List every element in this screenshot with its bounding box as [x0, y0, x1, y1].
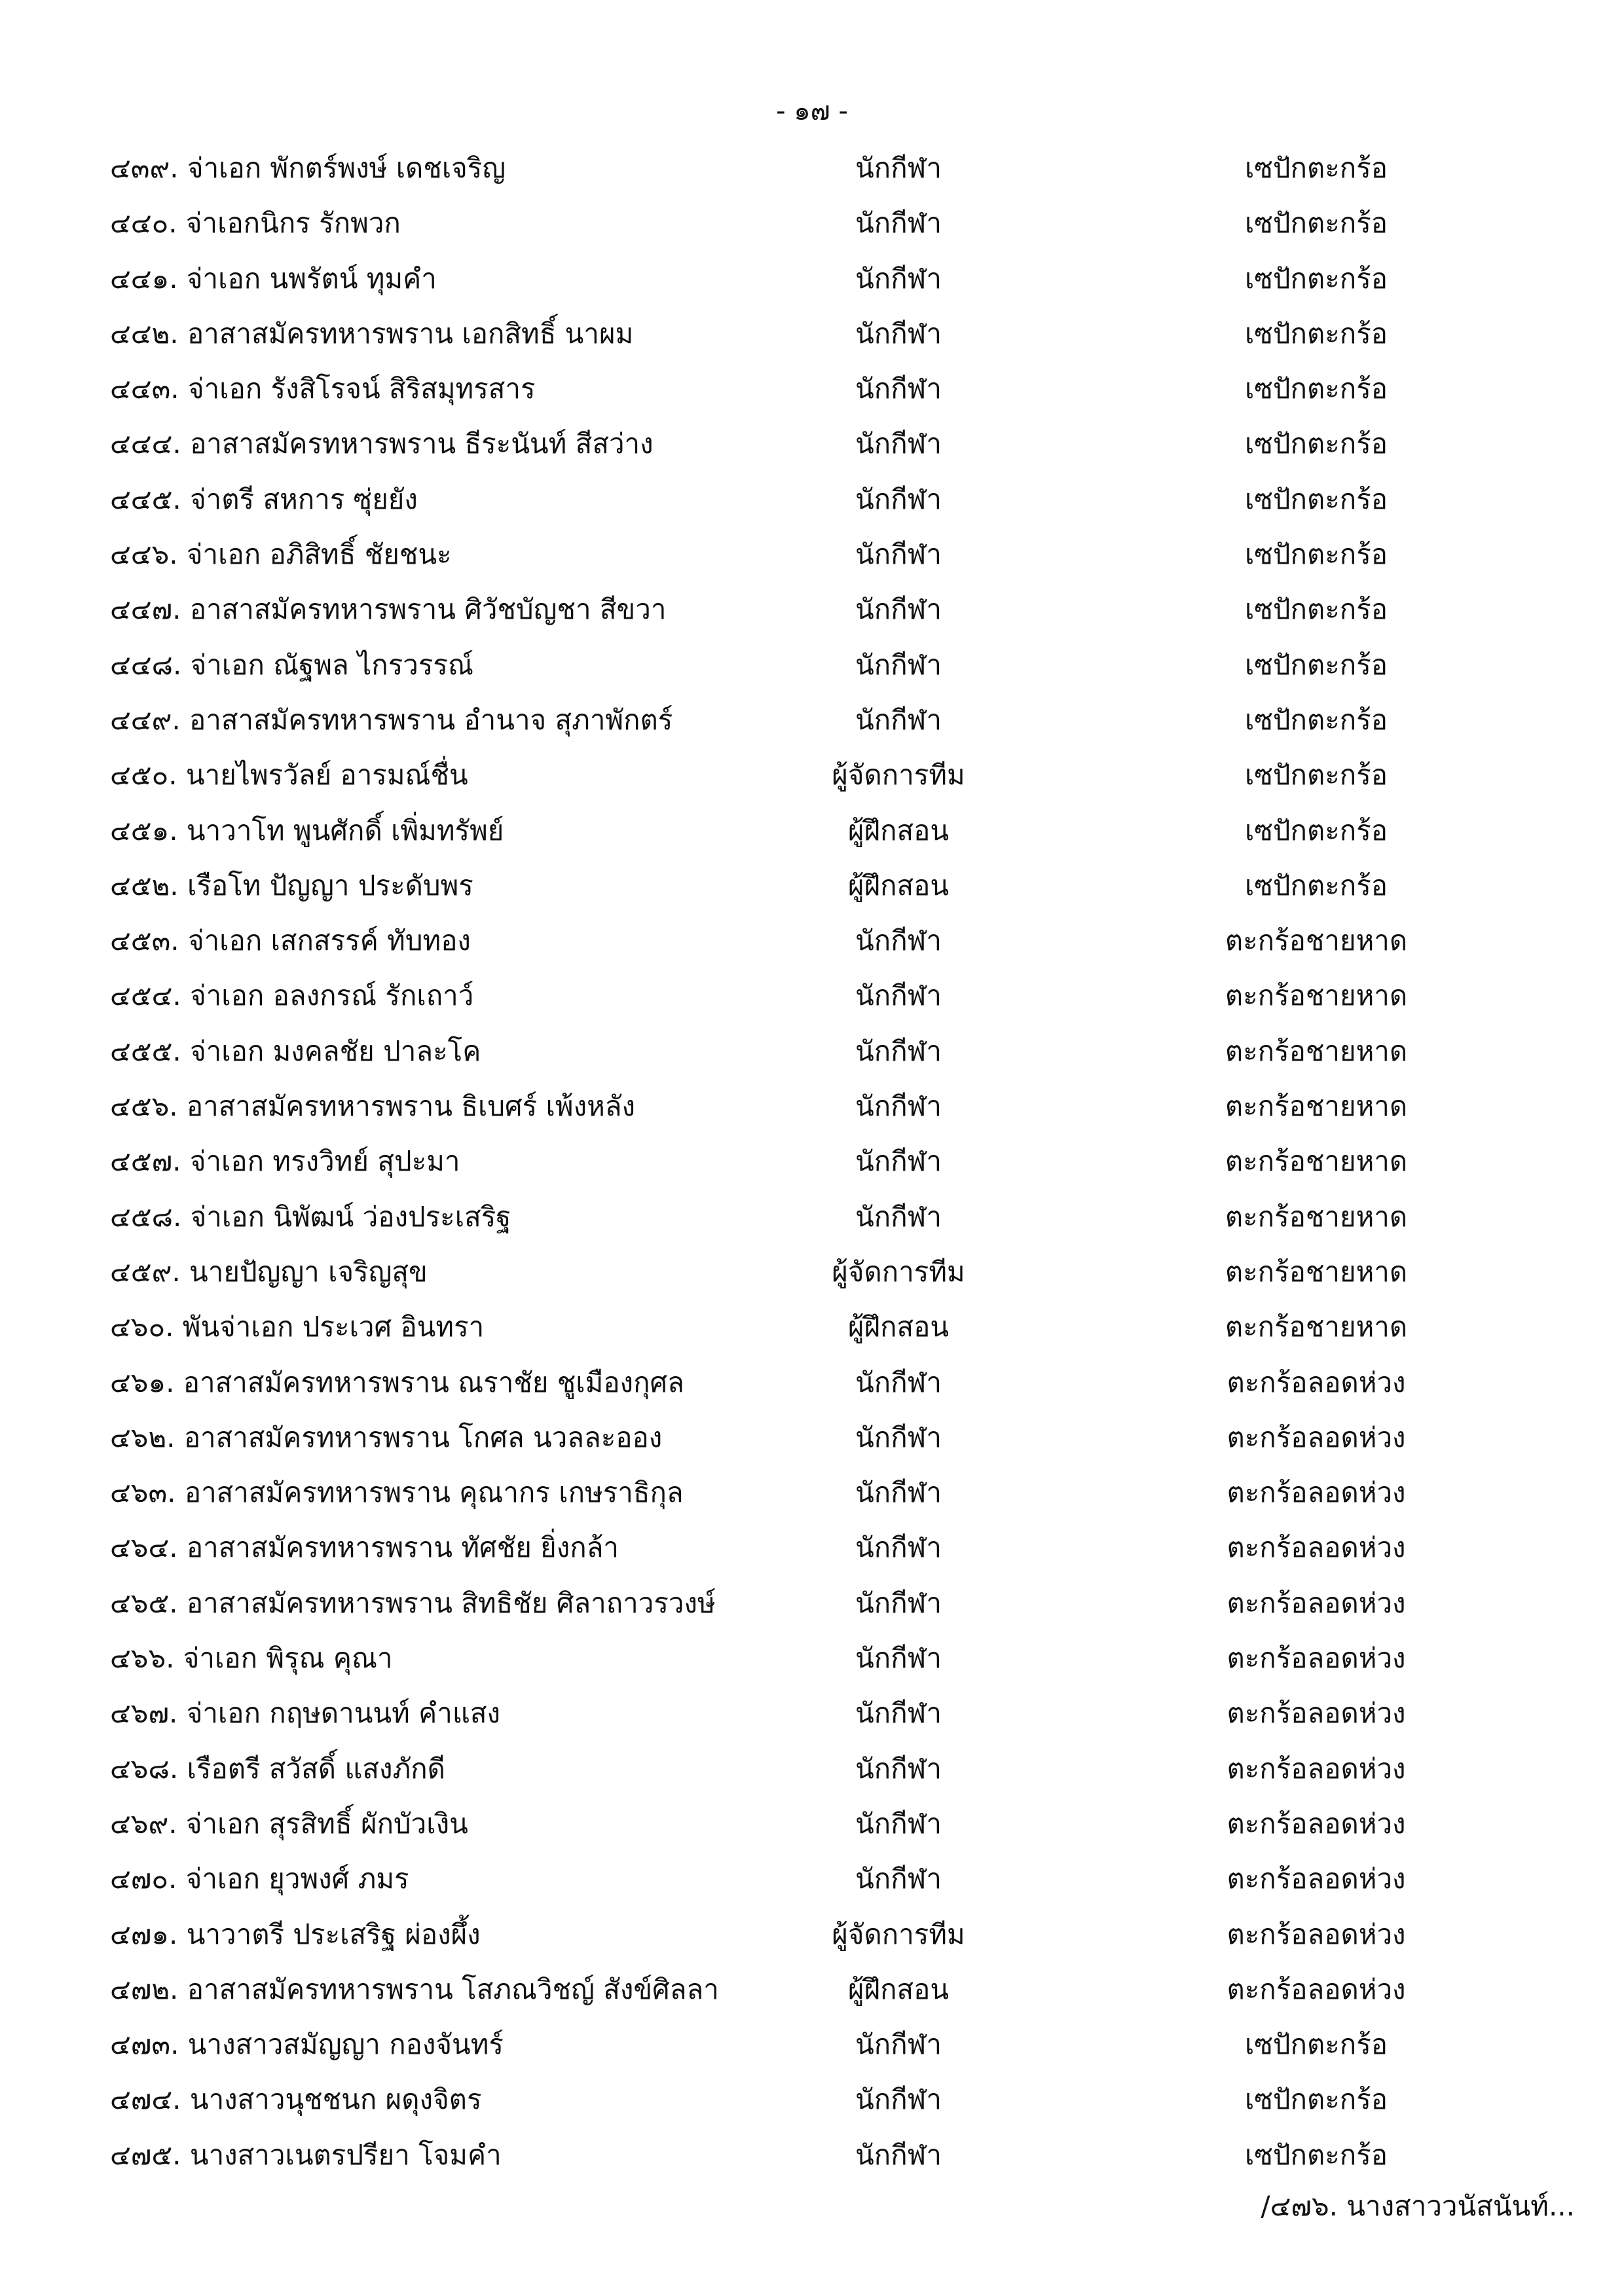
person-name: ๔๕๖. อาสาสมัครทหารพราน ธิเบศร์ เพ้งหลัง — [110, 1090, 636, 1123]
person-name: ๔๕๕. จ่าเอก มงคลชัย ปาละโค — [110, 1034, 481, 1067]
person-role-text: นักกีฬา — [855, 1586, 942, 1619]
person-role-text: นักกีฬา — [855, 1034, 942, 1067]
list-item — [0, 693, 1624, 748]
sport-name-text: ตะกร้อชายหาด — [1225, 924, 1408, 957]
person-role-text: นักกีฬา — [855, 1421, 942, 1453]
person-role-text: นักกีฬา — [855, 2083, 942, 2116]
sport-name-text: เซปักตะกร้อ — [1245, 152, 1388, 184]
person-role-text: นักกีฬา — [855, 1200, 942, 1233]
person-name: ๔๔๐. จ่าเอกนิกร รักพวก — [110, 207, 401, 240]
person-role-text: นักกีฬา — [855, 262, 942, 295]
sport-name-text: ตะกร้อลอดห่วง — [1227, 1366, 1406, 1398]
person-role-text: นักกีฬา — [855, 207, 942, 240]
person-name: ๔๔๑. จ่าเอก นพรัตน์ ทุมคำ — [110, 262, 437, 295]
list-item — [0, 2017, 1624, 2072]
person-name: ๔๖๕. อาสาสมัครทหารพราน สิทธิชัย ศิลาถาวรวงษ์ — [110, 1586, 716, 1619]
person-role-text: นักกีฬา — [855, 1807, 942, 1840]
list-item — [0, 1576, 1624, 1631]
person-name: ๔๗๑. นาวาตรี ประเสริฐ ผ่องผึ้ง — [110, 1918, 481, 1950]
sport-name-text: ตะกร้อชายหาด — [1225, 979, 1408, 1012]
person-role-text: นักกีฬา — [855, 1090, 942, 1123]
sport-name-text: เซปักตะกร้อ — [1245, 869, 1388, 902]
person-role-text: นักกีฬา — [855, 1752, 942, 1785]
person-name: ๔๗๒. อาสาสมัครทหารพราน โสภณวิชญ์ สังข์ศิลลา — [110, 1973, 719, 2005]
sport-name-text: เซปักตะกร้อ — [1245, 207, 1388, 240]
continuation-note: /๔๗๖. นางสาววนัสนันท์... — [1261, 2190, 1575, 2222]
sport-name-text: ตะกร้อลอดห่วง — [1227, 1586, 1406, 1619]
list-item — [0, 1245, 1624, 1300]
sport-name-text: ตะกร้อลอดห่วง — [1227, 1642, 1406, 1675]
sport-name-text: ตะกร้อชายหาด — [1225, 1200, 1408, 1233]
roster-list — [0, 141, 1624, 2183]
person-role-text: ผู้จัดการทีม — [832, 1918, 965, 1950]
sport-name-text: เซปักตะกร้อ — [1245, 814, 1388, 847]
person-name: ๔๗๐. จ่าเอก ยุวพงศ์ ภมร — [110, 1863, 409, 1895]
person-name: ๔๖๑. อาสาสมัครทหารพราน ณราชัย ชูเมืองกุศล — [110, 1366, 684, 1398]
person-role-text: นักกีฬา — [855, 1697, 942, 1730]
list-item — [0, 251, 1624, 306]
list-item — [0, 1190, 1624, 1245]
person-role-text: นักกีฬา — [855, 648, 942, 681]
list-item — [0, 582, 1624, 637]
person-role-text: ผู้ฝึกสอน — [847, 814, 950, 847]
list-item — [0, 748, 1624, 803]
list-item — [0, 2128, 1624, 2183]
person-name: ๔๕๙. นายปัญญา เจริญสุข — [110, 1255, 428, 1288]
person-name: ๔๗๓. นางสาวสมัญญา กองจันทร์ — [110, 2028, 504, 2061]
list-item — [0, 472, 1624, 527]
list-item — [0, 1355, 1624, 1410]
sport-name-text: เซปักตะกร้อ — [1245, 2028, 1388, 2061]
sport-name-text: เซปักตะกร้อ — [1245, 703, 1388, 736]
person-role-text: ผู้ฝึกสอน — [847, 869, 950, 902]
person-role-text: นักกีฬา — [855, 1145, 942, 1178]
person-role-text: นักกีฬา — [855, 2138, 942, 2171]
list-item — [0, 1686, 1624, 1741]
list-item — [0, 361, 1624, 416]
person-role-text: นักกีฬา — [855, 924, 942, 957]
list-item — [0, 1024, 1624, 1079]
person-name: ๔๔๔. อาสาสมัครทหารพราน ธีระนันท์ สีสว่าง — [110, 428, 654, 460]
person-name: ๔๖๙. จ่าเอก สุรสิทธิ์ ผักบัวเงิน — [110, 1807, 468, 1840]
person-role-text: นักกีฬา — [855, 317, 942, 350]
list-item — [0, 1741, 1624, 1796]
list-item — [0, 913, 1624, 968]
list-item — [0, 968, 1624, 1023]
person-role-text: ผู้จัดการทีม — [832, 759, 965, 792]
person-name: ๔๔๓. จ่าเอก รังสิโรจน์ สิริสมุทรสาร — [110, 373, 536, 405]
list-item — [0, 416, 1624, 471]
person-role-text: นักกีฬา — [855, 152, 942, 184]
sport-name-text: ตะกร้อลอดห่วง — [1227, 1863, 1406, 1895]
person-name: ๔๕๑. นาวาโท พูนศักดิ์ เพิ่มทรัพย์ — [110, 814, 504, 847]
sport-name-text: ตะกร้อลอดห่วง — [1227, 1752, 1406, 1785]
person-role-text: ผู้จัดการทีม — [832, 1255, 965, 1288]
person-name: ๔๖๒. อาสาสมัครทหารพราน โกศล นวลละออง — [110, 1421, 663, 1453]
sport-name-text: เซปักตะกร้อ — [1245, 648, 1388, 681]
sport-name-text: เซปักตะกร้อ — [1245, 759, 1388, 792]
sport-name-text: ตะกร้อลอดห่วง — [1227, 1421, 1406, 1453]
person-name: ๔๖๘. เรือตรี สวัสดิ์ แสงภักดี — [110, 1752, 445, 1785]
list-item — [0, 141, 1624, 196]
person-name: ๔๔๖. จ่าเอก อภิสิทธิ์ ชัยชนะ — [110, 538, 452, 571]
person-name: ๔๕๒. เรือโท ปัญญา ประดับพร — [110, 869, 473, 902]
person-role-text: ผู้ฝึกสอน — [847, 1973, 950, 2005]
person-name: ๔๕๐. นายไพรวัลย์ อารมณ์ชื่น — [110, 759, 468, 792]
person-name: ๔๔๙. อาสาสมัครทหารพราน อำนาจ สุภาพักตร์ — [110, 703, 673, 736]
person-name: ๔๔๗. อาสาสมัครทหารพราน ศิวัชบัญชา สีขวา — [110, 593, 667, 626]
person-role-text: นักกีฬา — [855, 538, 942, 571]
person-name: ๔๗๕. นางสาวเนตรปรียา โจมคำ — [110, 2138, 502, 2171]
person-role-text: นักกีฬา — [855, 373, 942, 405]
sport-name-text: ตะกร้อลอดห่วง — [1227, 1476, 1406, 1509]
person-role-text: นักกีฬา — [855, 703, 942, 736]
sport-name-text: ตะกร้อลอดห่วง — [1227, 1973, 1406, 2005]
page-number: - ๑๗ - — [776, 96, 848, 126]
list-item — [0, 2072, 1624, 2127]
list-item — [0, 306, 1624, 361]
sport-name-text: ตะกร้อชายหาด — [1225, 1145, 1408, 1178]
person-name: ๔๔๒. อาสาสมัครทหารพราน เอกสิทธิ์ นาผม — [110, 317, 634, 350]
person-name: ๔๖๔. อาสาสมัครทหารพราน ทัศชัย ยิ่งกล้า — [110, 1531, 619, 1564]
sport-name-text: เซปักตะกร้อ — [1245, 538, 1388, 571]
sport-name-text: เซปักตะกร้อ — [1245, 317, 1388, 350]
list-item — [0, 1465, 1624, 1520]
list-item — [0, 1631, 1624, 1686]
person-name: ๔๕๗. จ่าเอก ทรงวิทย์ สุปะมา — [110, 1145, 460, 1178]
list-item — [0, 1907, 1624, 1962]
sport-name-text: เซปักตะกร้อ — [1245, 2138, 1388, 2171]
list-item — [0, 803, 1624, 858]
person-role-text: นักกีฬา — [855, 1531, 942, 1564]
person-role-text: นักกีฬา — [855, 1863, 942, 1895]
person-role-text: นักกีฬา — [855, 979, 942, 1012]
list-item — [0, 1079, 1624, 1134]
sport-name-text: ตะกร้อลอดห่วง — [1227, 1807, 1406, 1840]
sport-name-text: เซปักตะกร้อ — [1245, 593, 1388, 626]
list-item — [0, 1134, 1624, 1189]
sport-name-text: ตะกร้อลอดห่วง — [1227, 1531, 1406, 1564]
person-role-text: นักกีฬา — [855, 1366, 942, 1398]
person-role-text: นักกีฬา — [855, 593, 942, 626]
person-role-text: นักกีฬา — [855, 483, 942, 515]
person-role-text: ผู้ฝึกสอน — [847, 1311, 950, 1343]
list-item — [0, 196, 1624, 251]
list-item — [0, 1962, 1624, 2017]
person-name: ๔๓๙. จ่าเอก พักตร์พงษ์ เดชเจริญ — [110, 152, 506, 184]
person-name: ๔๔๕. จ่าตรี สหการ ซุ่ยยัง — [110, 483, 418, 515]
person-name: ๔๖๗. จ่าเอก กฤษดานนท์ คำแสง — [110, 1697, 501, 1730]
sport-name-text: ตะกร้อชายหาด — [1225, 1311, 1408, 1343]
person-role-text: นักกีฬา — [855, 2028, 942, 2061]
person-name: ๔๖๓. อาสาสมัครทหารพราน คุณากร เกษราธิกุล — [110, 1476, 684, 1509]
person-role-text: นักกีฬา — [855, 1476, 942, 1509]
person-name: ๔๖๐. พันจ่าเอก ประเวศ อินทรา — [110, 1311, 485, 1343]
sport-name-text: เซปักตะกร้อ — [1245, 483, 1388, 515]
list-item — [0, 858, 1624, 913]
person-name: ๔๕๘. จ่าเอก นิพัฒน์ ว่องประเสริฐ — [110, 1200, 511, 1233]
person-name: ๔๗๔. นางสาวนุชชนก ผดุงจิตร — [110, 2083, 482, 2116]
person-role-text: นักกีฬา — [855, 428, 942, 460]
sport-name-text: เซปักตะกร้อ — [1245, 262, 1388, 295]
person-name: ๔๕๓. จ่าเอก เสกสรรค์ ทับทอง — [110, 924, 471, 957]
person-name: ๔๔๘. จ่าเอก ณัฐพล ไกรวรรณ์ — [110, 648, 473, 681]
list-item — [0, 1520, 1624, 1575]
sport-name-text: ตะกร้อชายหาด — [1225, 1090, 1408, 1123]
list-item — [0, 1410, 1624, 1465]
sport-name-text: ตะกร้อลอดห่วง — [1227, 1697, 1406, 1730]
sport-name-text: ตะกร้อชายหาด — [1225, 1034, 1408, 1067]
list-item — [0, 527, 1624, 582]
sport-name-text: ตะกร้อชายหาด — [1225, 1255, 1408, 1288]
list-item — [0, 1300, 1624, 1355]
sport-name-text: ตะกร้อลอดห่วง — [1227, 1918, 1406, 1950]
person-name: ๔๖๖. จ่าเอก พิรุณ คุณา — [110, 1642, 393, 1675]
person-name: ๔๕๔. จ่าเอก อลงกรณ์ รักเถาว์ — [110, 979, 474, 1012]
sport-name-text: เซปักตะกร้อ — [1245, 373, 1388, 405]
sport-name-text: เซปักตะกร้อ — [1245, 2083, 1388, 2116]
sport-name-text: เซปักตะกร้อ — [1245, 428, 1388, 460]
list-item — [0, 1851, 1624, 1906]
list-item — [0, 1796, 1624, 1851]
list-item — [0, 638, 1624, 693]
person-role-text: นักกีฬา — [855, 1642, 942, 1675]
